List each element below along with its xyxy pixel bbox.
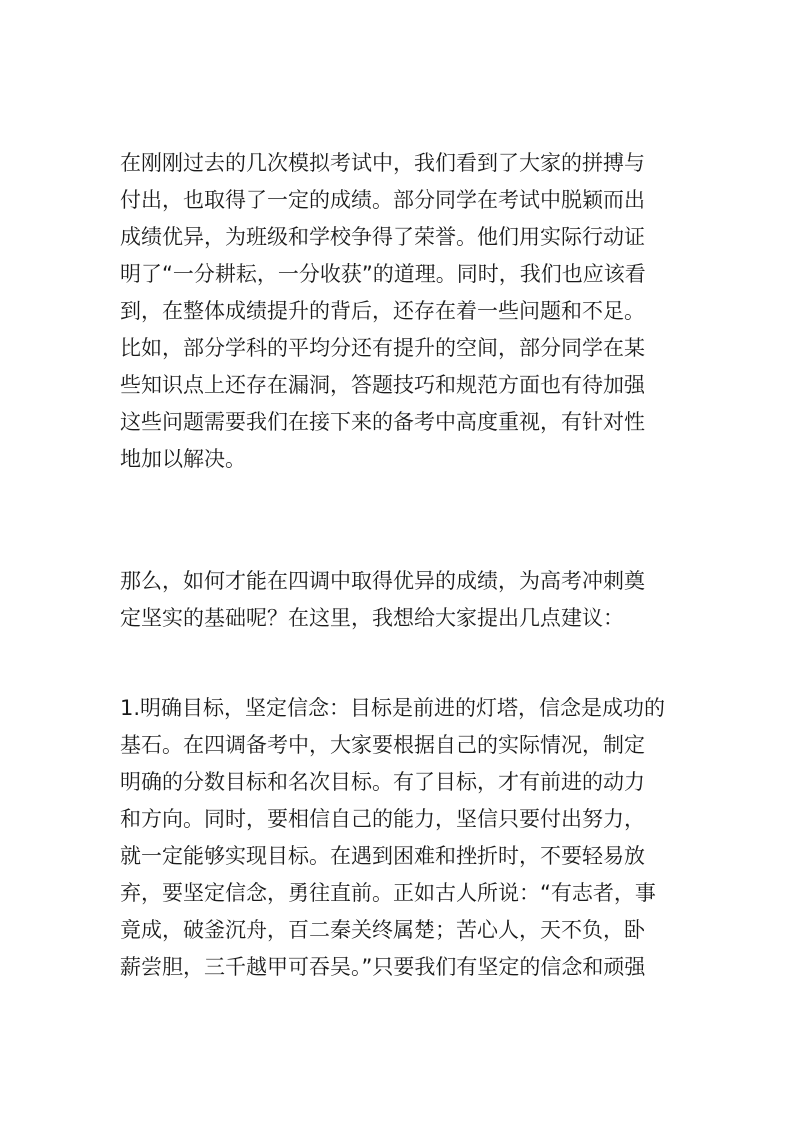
text-line: 成绩优异，为班级和学校争得了荣誉。他们用实际行动证 [120,225,645,249]
text-line: 明了“一分耕耘，一分收获”的道理。同时，我们也应该看 [120,262,646,286]
text-line: 薪尝胆，三千越甲可吞吴。”只要我们有坚定的信念和顽强 [120,955,646,979]
paragraph-suggestion-1 [120,690,675,986]
text-line: 地加以解决。 [120,447,246,471]
text-line: 明确的分数目标和名次目标。有了目标，才有前进的动力 [120,770,645,794]
text-line: 些知识点上还存在漏洞，答题技巧和规范方面也有待加强 [120,373,645,397]
text-line: 比如，部分学科的平均分还有提升的空间，部分同学在某 [120,336,645,360]
text-line: 到，在整体成绩提升的背后，还存在着一些问题和不足。 [120,299,645,323]
text-line: 在刚刚过去的几次模拟考试中，我们看到了大家的拼搏与 [120,151,645,175]
text-line: 1.明确目标，坚定信念：目标是前进的灯塔，信念是成功的 [120,696,666,720]
text-line: 基石。在四调备考中，大家要根据自己的实际情况，制定 [120,733,645,757]
text-line: 弃，要坚定信念，勇往直前。正如古人所说：“有志者，事 [120,881,656,905]
paragraph-exam-review [120,145,675,478]
text-line: 就一定能够实现目标。在遇到困难和挫折时，不要轻易放 [120,844,645,868]
paragraph-question [120,563,675,637]
text-line: 定坚实的基础呢？在这里，我想给大家提出几点建议： [120,606,624,630]
text-line: 和方向。同时，要相信自己的能力，坚信只要付出努力， [120,807,645,831]
text-line: 竟成，破釜沉舟，百二秦关终属楚；苦心人，天不负，卧 [120,918,645,942]
text-line: 这些问题需要我们在接下来的备考中高度重视，有针对性 [120,410,645,434]
text-line: 付出，也取得了一定的成绩。部分同学在考试中脱颖而出 [120,188,645,212]
text-line: 那么，如何才能在四调中取得优异的成绩，为高考冲刺奠 [120,569,645,593]
